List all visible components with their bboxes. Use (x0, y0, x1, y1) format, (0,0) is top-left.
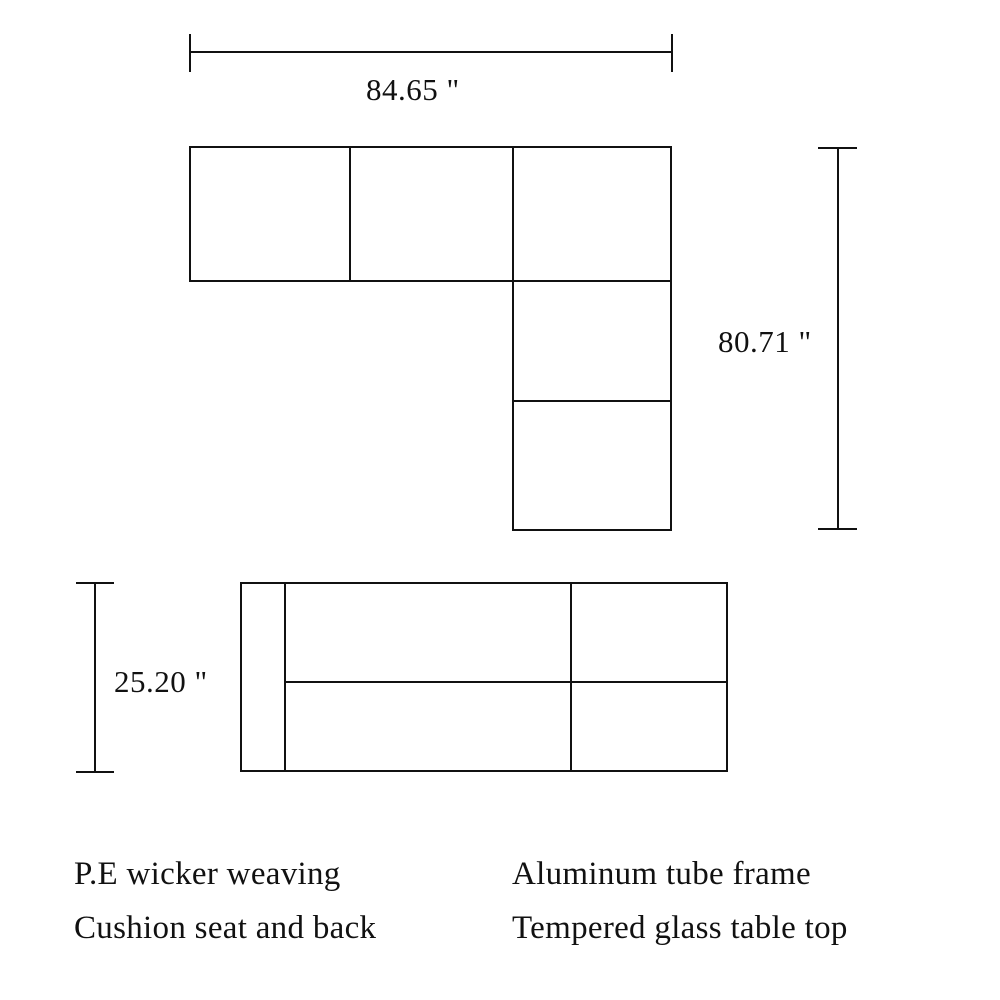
depth-label: 80.71 " (718, 324, 812, 359)
height-label: 25.20 " (114, 664, 208, 699)
height-dimension-line (76, 583, 114, 772)
corner-module (513, 147, 671, 281)
feature-wicker: P.E wicker weaving (74, 856, 341, 892)
feature-frame: Aluminum tube frame (512, 856, 811, 892)
sectional-side-view (241, 583, 727, 771)
side-view-outline (241, 583, 727, 771)
feature-glass: Tempered glass table top (512, 910, 848, 946)
seat-module-3 (513, 281, 671, 401)
sectional-top-view (190, 147, 671, 530)
seat-module-2 (350, 147, 513, 281)
feature-cushion: Cushion seat and back (74, 910, 377, 946)
width-label: 84.65 " (366, 72, 460, 107)
width-dimension-line (190, 34, 672, 72)
seat-module-4 (513, 401, 671, 530)
seat-module-1 (190, 147, 350, 281)
depth-dimension-line (818, 148, 857, 529)
